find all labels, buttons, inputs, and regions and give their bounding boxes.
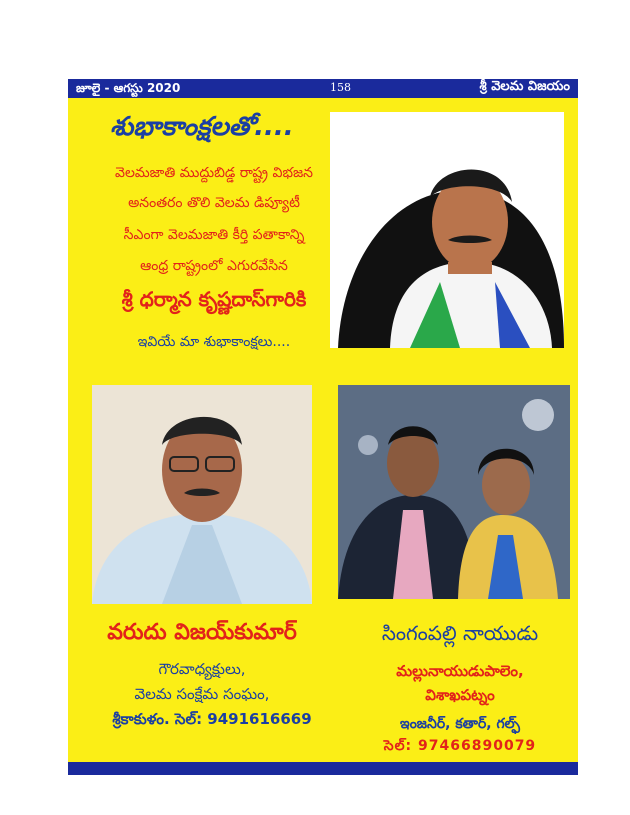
honoree-name: శ్రీ ధర్మాన కృష్ణదాస్‌గారికి [121,287,307,311]
page-footer [68,762,578,775]
issue-date: జూలై - ఆగస్టు 2020 [76,81,181,95]
magazine-name: శ్రీ వెలమ విజయం [479,79,570,94]
greeting-wish: ఇవియే మా శుభాకాంక్షలు.... [137,334,291,350]
person1-org: వెలమ సంక్షేమ సంఘం, [134,685,270,703]
person2-contact: సెల్: 97466890079 [383,738,537,754]
person1-name: వరుదు విజయ్‌కుమార్ [107,620,297,645]
person2-photo [338,385,570,599]
greeting-line-1: వెలమజాతి ముద్దుబిడ్డ రాష్ట్ర విభజన [114,165,314,181]
page-header [68,79,578,98]
page-number: 158 [330,81,351,94]
honoree-photo [330,112,564,348]
greeting-line-4: ఆంధ్ర రాష్ట్రంలో ఎగురవేసిన [140,258,288,274]
person2-city: విశాఖపట్నం [425,686,495,704]
person2-place: మల్లునాయుడుపాలెం, [396,662,524,680]
greeting-title: శుభాకాంక్షలతో.... [110,112,294,142]
greeting-line-2: అనంతరం తొలి వెలమ డిప్యూటీ [128,195,300,211]
person1-role: గౌరవాధ్యక్షులు, [158,660,246,678]
greeting-line-3: సీఎంగా వెలమజాతి కీర్తి పతాకాన్ని [123,227,305,243]
person2-name: సింగంపల్లి నాయుడు [381,621,539,645]
person1-contact: శ్రీకాకుళం. సెల్: 9491616669 [112,710,312,728]
person1-photo [92,385,312,604]
person2-job: ఇంజనీర్, కతార్, గల్ఫ్ [400,716,520,732]
